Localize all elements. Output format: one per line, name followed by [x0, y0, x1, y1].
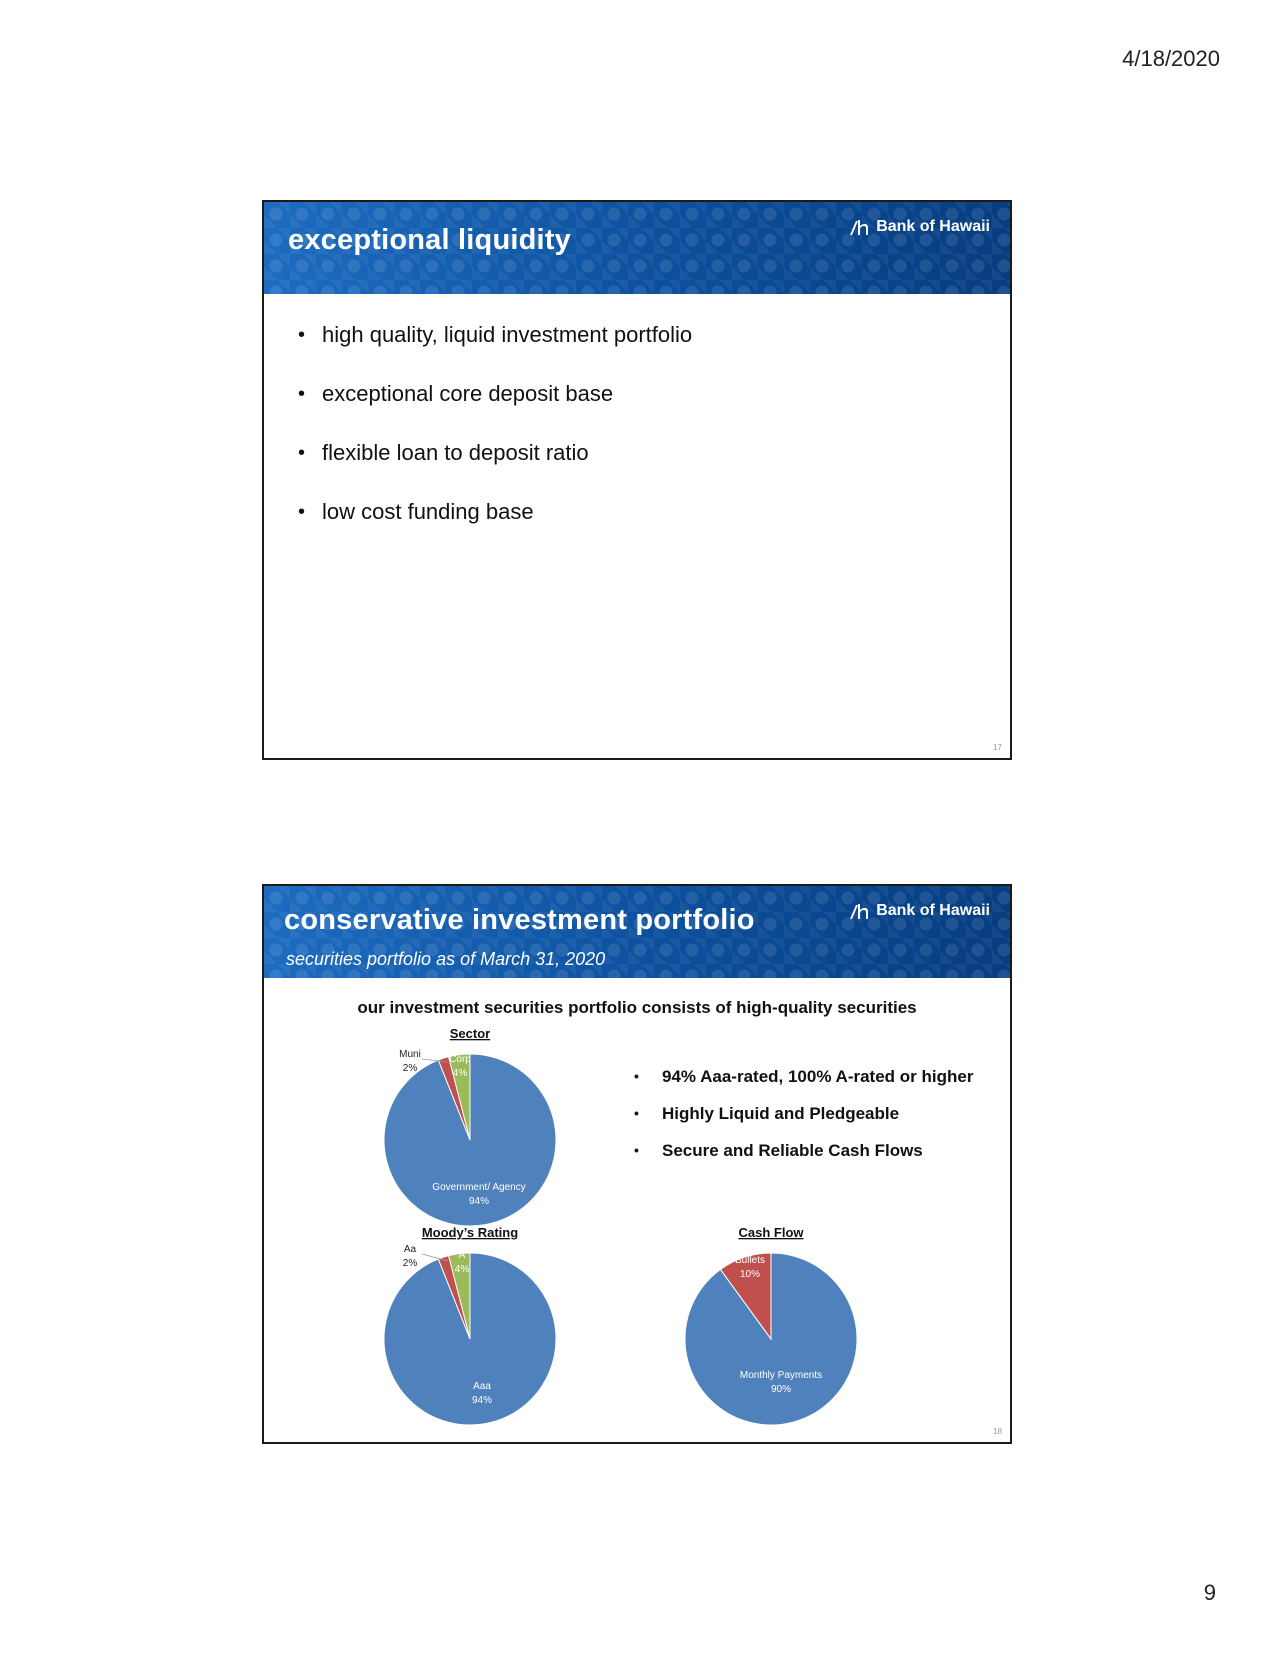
bullet-icon: • — [298, 382, 306, 405]
slice-percent: 2% — [402, 1063, 418, 1074]
slide-header — [264, 202, 1010, 294]
slice-label: Monthly Payments — [739, 1370, 823, 1381]
slide-title: conservative investment portfolio — [284, 904, 755, 936]
slice-label: Aa — [403, 1244, 417, 1255]
slice-percent: 10% — [739, 1269, 761, 1280]
list-item: • high quality, liquid investment portfolio — [298, 322, 693, 347]
chart-title: Moody’s Rating — [421, 1225, 519, 1240]
bank-logo-icon — [848, 218, 870, 236]
bullet-icon: • — [634, 1105, 639, 1121]
slide2-bullet-list — [634, 1058, 994, 1169]
list-item: • low cost funding base — [298, 499, 534, 524]
slice-label: Corp — [449, 1054, 471, 1065]
section-heading: our investment securities portfolio consists of high-quality securities — [357, 998, 917, 1017]
list-item: • flexible loan to deposit ratio — [298, 440, 589, 465]
slide-subtitle: securities portfolio as of March 31, 2020 — [286, 949, 606, 969]
list-item: • 94% Aaa-rated, 100% A-rated or higher — [634, 1058, 994, 1095]
bullet-icon: • — [298, 500, 306, 523]
slice-label: Government/ Agency — [432, 1182, 526, 1193]
bullet-icon: • — [298, 441, 306, 464]
slice-label: A — [458, 1250, 466, 1261]
slide-number: 18 — [993, 1427, 1002, 1436]
slide-conservative-investment-portfolio — [262, 884, 1012, 1444]
list-item: • exceptional core deposit base — [298, 381, 614, 406]
page-date: 4/18/2020 — [1122, 46, 1220, 71]
list-item: • Highly Liquid and Pledgeable — [634, 1095, 994, 1132]
bank-logo — [848, 218, 990, 236]
bank-logo-text: Bank of Hawaii — [876, 902, 990, 919]
slide-title: exceptional liquidity — [288, 224, 571, 256]
slice-percent: 2% — [402, 1258, 418, 1269]
pie-chart-2 — [384, 1225, 556, 1425]
bullet-icon: • — [634, 1068, 639, 1084]
slice-percent: 94% — [468, 1196, 490, 1207]
slide-exceptional-liquidity — [262, 200, 1012, 760]
slide-number: 17 — [993, 743, 1002, 752]
slice-label: Aaa — [473, 1381, 491, 1392]
slice-label: Muni — [399, 1049, 421, 1060]
list-item: • Secure and Reliable Cash Flows — [634, 1132, 994, 1169]
bullet-icon: • — [634, 1142, 639, 1158]
slice-percent: 90% — [770, 1384, 792, 1395]
page-number: 9 — [1203, 1580, 1216, 1605]
slice-label: Bullets — [734, 1255, 766, 1266]
slice-percent: 4% — [452, 1068, 468, 1079]
pie-chart-1 — [384, 1026, 556, 1226]
slide1-bullet-list — [298, 322, 692, 558]
chart-title: Cash Flow — [738, 1225, 804, 1240]
chart-title: Sector — [449, 1026, 491, 1041]
slice-percent: 94% — [471, 1395, 493, 1406]
bank-logo-text: Bank of Hawaii — [876, 218, 990, 235]
slice-percent: 4% — [454, 1264, 470, 1275]
pie-chart-3 — [685, 1225, 857, 1425]
bullet-icon: • — [298, 323, 306, 346]
